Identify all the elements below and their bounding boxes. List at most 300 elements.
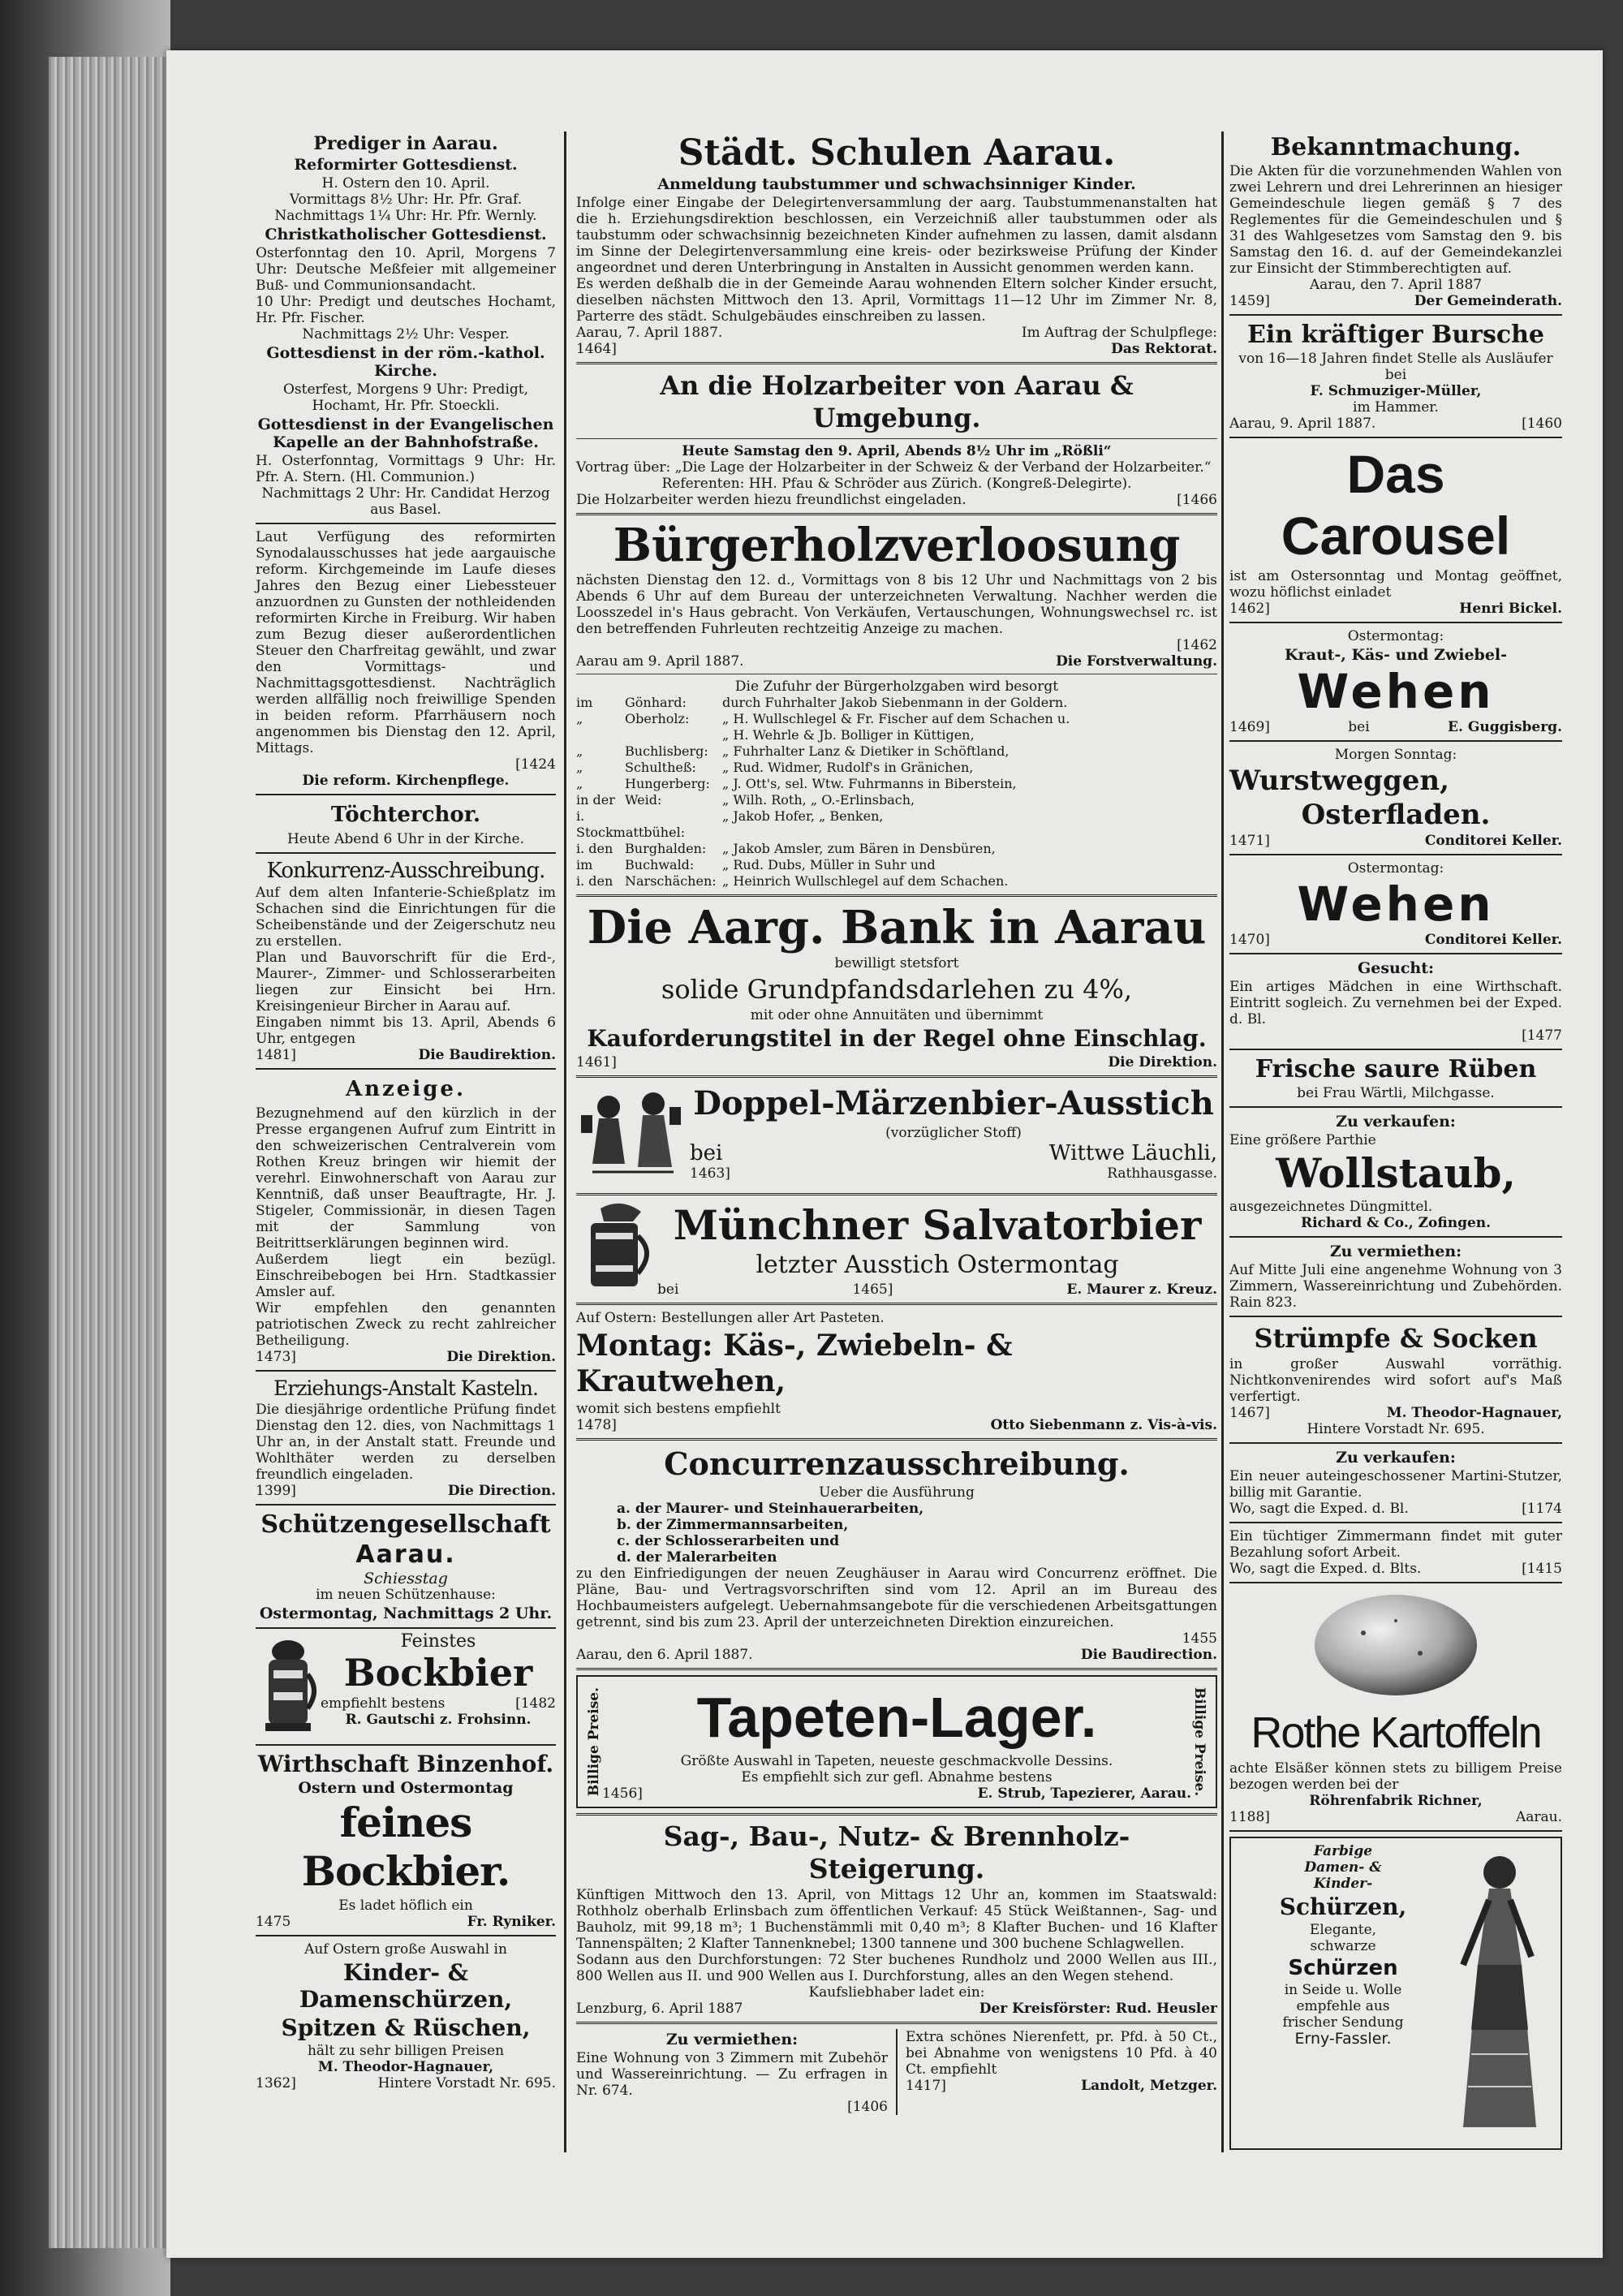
ad-title: An die Holzarbeiter von Aarau & Umgebung. [660,370,1134,433]
ad-line: Damen- & [1304,1859,1382,1876]
fuhr-list-row [576,841,1217,857]
beer-stein-icon [576,1200,657,1298]
ad-signature: Der Kreisförster: Rud. Heusler [979,2001,1217,2017]
ad-line: Referenten: HH. Pfau & Schröder aus Zürich. (Kongreß-Delegirte). [661,476,1132,492]
divider [1229,1106,1562,1108]
drinking-figures-icon [576,1083,690,1188]
fuhr-list-cell: „ Rud. Dubs, Müller in Suhr und [722,857,936,872]
ad-pretitle: Ostermontag: [1347,628,1444,644]
ad-number: 1456] [602,1786,643,1802]
fuhr-list-cell: im [576,857,593,872]
fuhr-list-cell: „ Wilh. Roth, „ O.-Erlinsbach, [722,792,915,808]
ad-pretitle: Feinstes [400,1631,476,1652]
ad-signature-row [690,1165,1217,1182]
ad-anzeige [256,1075,556,1365]
ad-title: Rothe Kartoffeln [1251,1708,1541,1757]
ad-line: Ueber die Ausführung [819,1484,975,1501]
ad-date: Lenzburg, 6. April 1887 [576,2001,743,2017]
ad-text: zu den Einfriedigungen der neuen Zeughäuser in Aarau wird Concurrenz eröffnet. Die Pläne, Bau- und Vertragsvorschriften sind vom 12. April an im Bureau des Hochbaumeisters aufgelegt. Uebernahmsangebote für die verschiedenen Arbeitsgattungen getrennt, sind bis zum 23. April der unterzeichneten Direktion einzureichen. [576,1566,1217,1630]
concurrenz-item: d. der Malerarbeiten [617,1549,777,1566]
ad-line: Nachmittags 2 Uhr: Hr. Candidat Herzog aus Basel. [261,485,550,518]
fuhr-list-cell: Buchlisberg: [625,743,708,759]
fuhr-list [576,695,1217,890]
fuhr-list-cell: i. Stockmattbühel: [576,808,686,840]
ad-signature-row [1229,932,1562,948]
divider [256,1627,556,1629]
ad-signature-row [1229,1501,1562,1517]
fuhr-list-cell: „ Fuhrhalter Lanz & Dietiker in Schöftland, [722,743,1010,759]
ad-pretitle: Morgen Sonntag: [1334,747,1457,763]
ad-number: 1464] [576,341,617,357]
ad-toechterchor [256,800,556,847]
ad-text: Die Akten für die vorzunehmenden Wahlen von zwei Lehrern und drei Lehrerinnen an hiesiger Gemeindeschule liegen gemäß § 7 des Reglementes für die Gemeindeschulen und § 31 des Wahlgesetzes vom Samstag den 9. bis Samstag den 16. d. auf der Gemeindekanzlei zur Einsicht der Stimmberechtigten auf. [1229,163,1562,277]
divider [1229,740,1562,742]
divider [256,523,556,524]
ad-line-big: solide Grundpfandsdarlehen zu 4%, [661,974,1133,1005]
fuhr-list-cell: „ H. Wullschlegel & Fr. Fischer auf dem Schachen u. [722,711,1070,726]
ad-rueben [1229,1055,1562,1101]
ad-title: Städt. Schulen Aarau. [678,132,1116,174]
ad-number: 1478] [576,1417,617,1433]
ad-signature-row [1229,1405,1562,1421]
ad-signature: M. Theodor-Hagnauer, [1386,1405,1562,1421]
ad-date: Aarau, 7. April 1887. [576,325,723,341]
divider [576,1438,1217,1441]
ad-text: Auf Mitte Juli eine angenehme Wohnung von 3 Zimmern, Wassereinrichtung und Zubehörden. Rain 823. [1229,1262,1562,1311]
divider [576,1668,1217,1670]
ad-line: hält zu sehr billigen Preisen [307,2043,505,2059]
divider [1229,1442,1562,1444]
ad-number: 1471] [1229,833,1270,849]
ad-number: [1482 [515,1695,556,1712]
ad-title: Kinder- & Damenschürzen, [299,1959,513,2013]
column-left [256,131,556,2096]
divider [1229,1582,1562,1583]
ad-signature-row [256,2075,556,2091]
ad-signature-row [1229,293,1562,309]
ad-signature-row [576,637,1217,653]
ad-number: [1424 [515,756,556,773]
ad-signature: Landolt, Metzger. [1081,2078,1217,2094]
ad-signature-row [256,1483,556,1499]
ad-line: H. Osterfonntag, Vormittags 9 Uhr: Hr. Pfr. A. Stern. (Hl. Communion.) [256,453,556,485]
ad-line: H. Ostern den 10. April. [321,175,490,192]
ad-number: [1462 [1177,637,1217,653]
ad-title: Wirthschaft Binzenhof. [257,1751,554,1777]
ad-title: Münchner Salvatorbier [673,1201,1202,1249]
ad-wurstweggen [1229,747,1562,849]
ad-signature-row [1229,601,1562,617]
divider [576,1075,1217,1078]
ad-number: [1460 [1522,416,1562,432]
fuhr-list-cell: i. den [576,873,613,889]
ad-line: Heute Samstag den 9. April, Abends 8½ Uhr im „Rößli“ [682,443,1112,459]
ad-line: Elegante, [1309,1922,1377,1938]
ad-signature-row [576,492,1217,508]
ad-text: Es werden deßhalb die in der Gemeinde Aarau wohnenden Eltern solcher Kinder ersucht, dieselben nächsten Mittwoch den 13. April, Vormittags 11—12 Uhr im Zimmer Nr. 8, Parterre des städt. Schulgebäudes einschreiben zu lassen. [576,276,1217,325]
ad-text: bei Frau Wärtli, Milchgasse. [1297,1085,1495,1101]
fuhr-list-row [576,808,1217,841]
ad-signature-row [576,653,1217,670]
ad-line: bei [1348,719,1370,735]
ad-carousel [1229,443,1562,617]
fuhr-list-cell: Burghalden: [625,841,707,856]
ad-line: im Hammer. [1353,399,1439,416]
ad-pretitle: Ostermontag: [1347,860,1444,877]
ad-signature-row [576,1630,1217,1647]
ad-title: Konkurrenz-Ausschreibung. [266,859,545,883]
ad-signature-row [576,2001,1217,2017]
ad-signature-row [906,2078,1217,2094]
column-rule-left [564,131,566,2152]
divider [256,794,556,795]
ad-text: Künftigen Mittwoch den 13. April, von Mittags 12 Uhr an, kommen im Staatswald: Rothholz oberhalb Erlinsbach zum öffentlichen Verkauf: 45 Stück Weißtannen-, Sag- und Bauholz, mit 99,18 m³; 1 Buchenstämmli mit 0,40 m³; 8 Klafter Buchen- und 16 Klafter Tannenspälten; 2 Klafter Tannenknebel; 1300 tannene und 300 buchene Schlagwellen. [576,1887,1217,1952]
ad-signature: Das Rektorat. [1111,341,1217,357]
ad-text: Ein tüchtiger Zimmermann findet mit guter Bezahlung sofort Arbeit. [1229,1528,1562,1561]
ad-number: 1188] [1229,1809,1270,1825]
ad-line: Kaufsliebhaber ladet ein: [808,1984,985,2001]
fuhr-list-cell: in der [576,792,615,808]
ad-line: womit sich bestens empfiehlt [576,1401,781,1417]
ad-konkurrenz [256,859,556,1063]
ad-aarg-bank [576,902,1217,1070]
ad-line: bei [657,1282,679,1298]
ad-bursche [1229,321,1562,432]
ad-line-big: letzter Ausstich Ostermontag [756,1251,1119,1279]
ad-line: Osterfonntag den 10. April, Morgens 7 Uhr: Deutsche Meßfeier mit allgemeiner Buß- und Communionsandacht. [256,245,556,294]
ad-title: Erziehungs-Anstalt Kasteln. [273,1376,538,1400]
ad-gesucht [1229,959,1562,1044]
ad-number: 1463] [690,1165,730,1182]
ad-text: Heute Abend 6 Uhr in der Kirche. [286,831,525,847]
ad-binzenhof [256,1751,556,1930]
ad-line: Vormittags 8½ Uhr: Hr. Pfr. Graf. [289,192,523,208]
ad-nierenfett [898,2029,1217,2115]
ad-number: [1466 [1177,492,1217,508]
ad-title: Die Aarg. Bank in Aarau [587,901,1207,954]
ad-schuerzen-fassler [1229,1837,1562,2150]
divider [256,1504,556,1506]
ad-schuetzen [256,1510,556,1622]
ad-signature: Fr. Ryniker. [467,1914,556,1930]
divider [1229,1316,1562,1317]
ad-subtitle: Kraut-, Käs- und Zwiebel- [1284,646,1508,664]
bottom-ads [576,2029,1217,2115]
ad-title: Schürzen [1288,1956,1398,1980]
ad-line: empfiehlt bestens [321,1695,446,1712]
fuhr-list-cell: Oberholz: [625,711,690,726]
ad-signature-row [256,756,556,773]
ad-text: Extra schönes Nierenfett, pr. Pfd. à 50 Ct., bei Abnahme von wenigstens 10 Pfd. à 40 Ct. empfiehlt [906,2029,1217,2078]
divider [1229,437,1562,438]
ad-signature-row [1229,416,1562,432]
ad-line: schwarze [1310,1938,1376,1954]
ad-signature: Die Direktion. [446,1349,556,1365]
fuhr-list-row [576,776,1217,792]
ad-text: Ein artiges Mädchen in eine Wirthschaft. Eintritt sogleich. Zu vernehmen bei der Exped. d. Bl. [1229,979,1562,1027]
ad-signature-row [1229,719,1562,735]
divider [576,1303,1217,1305]
concurrenz-items [576,1501,1217,1566]
fuhr-list-cell: im [576,695,593,710]
ad-title: Sag-, Bau-, Nutz- & Brennholz-Steigerung. [663,1820,1130,1885]
fuhr-list-row [576,727,1217,743]
ad-signature-row [1229,1809,1562,1825]
ad-subtitle: Reformirter Gottesdienst. [294,156,518,174]
fuhr-list-row [576,857,1217,873]
ad-bekanntmachung [1229,133,1562,309]
ad-signature: Conditorei Keller. [1424,833,1562,849]
ad-wollstaub [1229,1113,1562,1231]
ad-date: Aarau am 9. April 1887. [576,653,744,670]
ad-title: Schürzen, [1279,1893,1407,1920]
fuhr-list-cell: „ [576,711,583,726]
ad-wehen-guggisberg [1229,628,1562,735]
ad-buergerholz [576,520,1217,890]
ad-text: Plan und Bauvorschrift für die Erd-, Maurer-, Zimmer- und Schlosserarbeiten liegen zur Einsicht bei Hrn. Kreisingenieur Bircher in Aarau auf. [256,950,556,1014]
ad-signature: Die reform. Kirchenpflege. [302,773,510,789]
divider [576,438,1217,439]
ad-signature: Conditorei Keller. [1424,932,1562,948]
ad-text: Bezugnehmend auf den kürzlich in der Presse ergangenen Aufruf zum Eintritt in den schweizerischen Centralverein vom Rothen Kreuz bringen wir hiemit der verehrl. Einwohnerschaft von Aarau zur Kenntniß, daß unser Beauftragte, Hr. J. Stigeler, Commissionär, in diesen Tagen mit der Sammlung von Beitrittserklärungen beginnen wird. [256,1105,556,1251]
ad-number: 1461] [576,1054,617,1070]
ad-line: ausgezeichnetes Düngmittel. [1229,1199,1433,1215]
newspaper-page [166,50,1603,2258]
ad-subtitle: Gottesdienst in der Evangelischen Kapelle an der Bahnhofstraße. [257,416,554,451]
ad-big-title: feines Bockbier. [301,1798,510,1895]
ad-text: nächsten Dienstag den 12. d., Vormittags von 8 bis 12 Uhr und Nachmittags von 2 bis Abends 6 Uhr auf dem Bureau der unterzeichneten Verwaltung. Nachher werden die Loosszedel in's Haus gebracht. Von Verkäufen, Vertauschungen, Wohnungswechsel rc. ist den betreffenden Fuhrleuten rechtzeitig Anzeige zu machen. [576,572,1217,637]
ad-signature: M. Theodor-Hagnauer, [317,2059,494,2075]
ad-title: Schützengesellschaft [260,1510,551,1539]
ad-number: 1459] [1229,293,1270,309]
ad-line: Es empfiehlt sich zur gefl. Abnahme bestens [741,1769,1053,1786]
ad-line: Im Auftrag der Schulpflege: [1021,325,1217,341]
ad-number: 1470] [1229,932,1270,948]
ad-signature-row [1229,1027,1562,1044]
fuhr-list-cell: „ H. Wehrle & Jb. Bolliger in Küttigen, [722,727,975,743]
fuhr-list-cell: „ Jakob Hofer, „ Benken, [722,808,884,824]
ad-signature: Henri Bickel. [1459,601,1562,617]
ad-subtitle: (vorzüglicher Stoff) [885,1125,1022,1141]
ad-signature-row [256,1349,556,1365]
ad-text: Auf dem alten Infanterie-Schießplatz im Schachen sind die Einrichtungen für die Scheibenstände und der Zeigerschutz neu zu erstellen. [256,885,556,950]
divider [576,1193,1217,1195]
divider [256,852,556,854]
ad-text: Wir empfehlen den genannten patriotischen Zweck zu recht zahlreicher Betheiligung. [256,1300,556,1349]
column-rule-right [1221,131,1224,2152]
ad-number: 1465] [852,1282,893,1298]
ad-signature-row [576,1054,1217,1070]
divider [1229,953,1562,954]
ad-number: 1481] [256,1047,296,1063]
ad-line: empfehle aus [1296,1998,1390,2014]
schuerzen-banner [1239,1843,1447,2143]
ad-title: Concurrenzausschreibung. [664,1445,1130,1482]
ad-number: [1477 [1522,1027,1562,1044]
ad-signature-row [1229,833,1562,849]
ad-side-text: Billige Preise. [1191,1686,1208,1797]
ad-doppel-maerzen [576,1083,1217,1188]
page-stack-edge [49,57,170,2248]
ad-line: Nachmittags 1¼ Uhr: Hr. Pfr. Wernly. [274,208,537,224]
divider [1229,622,1562,623]
ad-subtitle: Ostern und Ostermontag [298,1779,514,1797]
ad-line: im neuen Schützenhause: [316,1587,496,1603]
divider [1229,1236,1562,1238]
ad-signature-row [321,1695,556,1712]
ad-struempfe [1229,1322,1562,1437]
ad-title: Zu vermiethen: [1329,1243,1462,1260]
ad-title: Bockbier [343,1651,533,1695]
ad-line: Wo, sagt die Exped. d. Bl. [1229,1501,1409,1517]
ad-line: Es ladet höflich ein [338,1898,473,1914]
ad-title: Wehen [1297,877,1495,932]
ad-text: Infolge einer Eingabe der Delegirtenversammlung der aarg. Taubstummenanstalten hat die h. Erziehungsdirektion beschlossen, ein Verzeichniß aller taubstummen oder als taubstumm oder schwachsinnig bezeichneten Kinder aufnehmen zu lassen, damit alsdann im Sinne der Delegirtenversammlung eine kreis- oder bezirksweise Prüfung der Kinder angeordnet und deren Unterbringung in Anstalten in Aussicht genommen werden kann. [576,195,1217,276]
divider [576,894,1217,897]
fuhr-list-cell [576,727,625,743]
ad-title: Osterfladen. [1301,799,1491,831]
fuhr-list-cell: „ [576,760,583,775]
ad-line: in Seide u. Wolle [1284,1982,1402,1998]
divider [576,362,1217,364]
ad-subtitle: Schiesstag [364,1570,448,1587]
ad-kartoffeln [1229,1588,1562,1825]
ad-line: Osterfest, Morgens 9 Uhr: Predigt, Hochamt, Hr. Pfr. Stoeckli. [283,381,528,414]
ad-signature-row [256,1047,556,1063]
ad-holzsteigerung [576,1820,1217,2017]
bier-krug-icon [256,1634,321,1739]
ad-signature-row [256,1914,556,1930]
ad-title: Tapeten-Lager. [696,1686,1097,1749]
ad-salvatorbier [576,1200,1217,1298]
fuhr-list-cell: „ J. Ott's, sel. Wtw. Fuhrmanns in Biberstein, [722,776,1017,791]
divider [256,1935,556,1936]
ad-number: 1473] [256,1349,296,1365]
divider [576,513,1217,515]
ad-erziehungsanstalt [256,1376,556,1499]
ad-title: Wollstaub, [1276,1149,1516,1197]
ad-number: [1174 [1522,1501,1562,1517]
ad-title: Montag: Käs-, Zwiebeln- & Krautwehen, [576,1329,1013,1398]
ad-subtitle: Anmeldung taubstummer und schwachsinniger Kinder. [657,175,1136,193]
fuhr-list-row [576,695,1217,711]
ad-number: 1417] [906,2078,946,2094]
ad-title: Bekanntmachung. [1270,133,1522,162]
ad-line: Die Zufuhr der Bürgerholzgaben wird besorgt [734,678,1059,695]
fuhr-list-cell [625,808,722,841]
fuhr-list-cell: Hungerberg: [625,776,710,791]
ad-title: Spitzen & Rüschen, [281,2014,531,2041]
ad-signature: Röhrenfabrik Richner, [1309,1793,1483,1809]
concurrenz-item: b. der Zimmermannsarbeiten, [617,1517,849,1533]
ad-side-text: Billige Preise. [586,1686,602,1797]
ad-signature-row [1229,1561,1562,1577]
ad-text: Eine Wohnung von 3 Zimmern mit Zubehör und Wassereinrichtung. — Zu erfragen in Nr. 674. [576,2050,888,2099]
ad-prediger [256,133,556,518]
divider [1229,1522,1562,1523]
ad-title: Das Carousel [1281,444,1511,566]
ad-line: Größte Auswahl in Tapeten, neueste geschmackvolle Dessins. [680,1753,1113,1769]
ad-text: Außerdem liegt ein bezügl. Einschreibebogen bei Hrn. Stadtkassier Amsler auf. [256,1251,556,1300]
ad-line: Nachmittags 2½ Uhr: Vesper. [302,326,510,342]
ad-title-city: Aarau. [355,1540,456,1569]
divider [1229,1049,1562,1050]
divider [256,1744,556,1746]
ad-signature: Wittwe Läuchli, [1048,1141,1217,1165]
ad-line: Auf Ostern große Auswahl in [304,1941,507,1958]
ad-title: Gesucht: [1358,959,1434,977]
ad-subtitle: Gottesdienst in der röm.-kathol. Kirche. [266,344,545,380]
ad-signature: E. Maurer z. Kreuz. [1066,1282,1217,1298]
ad-vermiethen [576,2029,898,2115]
ad-signature: E. Strub, Tapezierer, Aarau. [977,1786,1191,1802]
fuhr-list-row [576,760,1217,776]
ad-title: Zu verkaufen: [1336,1449,1456,1467]
ad-line: frischer Sendung [1282,2014,1404,2031]
ad-number: [1406 [847,2099,888,2115]
fuhr-list-cell: Buchwald: [625,857,695,872]
ad-subtitle: Christkatholischer Gottesdienst. [265,226,547,243]
ad-signature: Die Direktion. [1108,1054,1217,1070]
column-center [576,131,1217,2115]
fuhr-list-cell: durch Fuhrhalter Jakob Siebenmann in der Goldern. [722,695,1068,710]
ad-signature: Die Baudirection. [1080,1647,1217,1663]
ad-signature-row [576,341,1217,357]
ad-schulen [576,133,1217,357]
ad-bockbier [256,1631,556,1739]
fuhr-list-cell: „ [576,776,583,791]
ad-signature: Die Direction. [447,1483,556,1499]
ad-text: achte Elsäßer können stets zu billigem Preise bezogen werden bei der [1229,1760,1562,1793]
ad-line: Wo, sagt die Exped. d. Blts. [1229,1561,1422,1577]
ad-text: Ein neuer auteingeschossener Martini-Stutzer, billig mit Garantie. [1229,1468,1562,1501]
ad-tapeten [576,1675,1217,1808]
ad-signature: Erny-Fassler. [1294,2030,1392,2048]
ad-signature-row [576,325,1217,341]
ad-title: Anzeige. [345,1077,467,1101]
ad-line: bei [690,1141,723,1165]
ad-date: Aarau, den 6. April 1887. [576,1647,753,1663]
ad-line: Rathhausgasse. [1107,1165,1217,1182]
ad-siebenmann [576,1310,1217,1433]
ad-line: bewilligt stetsfort [834,955,959,971]
ad-title: Ein kräftiger Bursche [1246,321,1545,349]
column-right [1229,131,1562,2155]
ad-line: Hintere Vorstadt Nr. 695. [377,2075,556,2091]
ad-schuerzen-hagnauer [256,1941,556,2091]
ad-date: Aarau, 9. April 1887. [1229,416,1376,432]
ad-signature: R. Gautschi z. Frohsinn. [345,1712,532,1728]
divider [1229,314,1562,316]
divider [1229,854,1562,855]
ad-signature: E. Guggisberg. [1448,719,1562,735]
ad-signature: Die Baudirektion. [418,1047,556,1063]
ad-title: Strümpfe & Socken [1254,1323,1538,1354]
ad-holzarbeiter [576,369,1217,508]
ad-line: Farbige [1313,1843,1373,1859]
ad-signature-row [576,2099,888,2115]
ad-line: Hintere Vorstadt Nr. 695. [1307,1421,1485,1437]
divider [256,1068,556,1070]
ad-title: Prediger in Aarau. [313,133,498,154]
ad-line: Aarau. [1515,1809,1562,1825]
ad-signature: Otto Siebenmann z. Vis-à-vis. [990,1417,1217,1433]
fuhr-list-cell: Narschächen: [625,873,717,889]
concurrenz-item: c. der Schlosserarbeiten und [617,1533,840,1549]
ad-date: Aarau, den 7. April 1887 [1309,277,1483,293]
ad-signature-row [576,1417,1217,1433]
ad-text: ist am Ostersonntag und Montag geöffnet, wozu höflichst einladet [1229,568,1562,601]
